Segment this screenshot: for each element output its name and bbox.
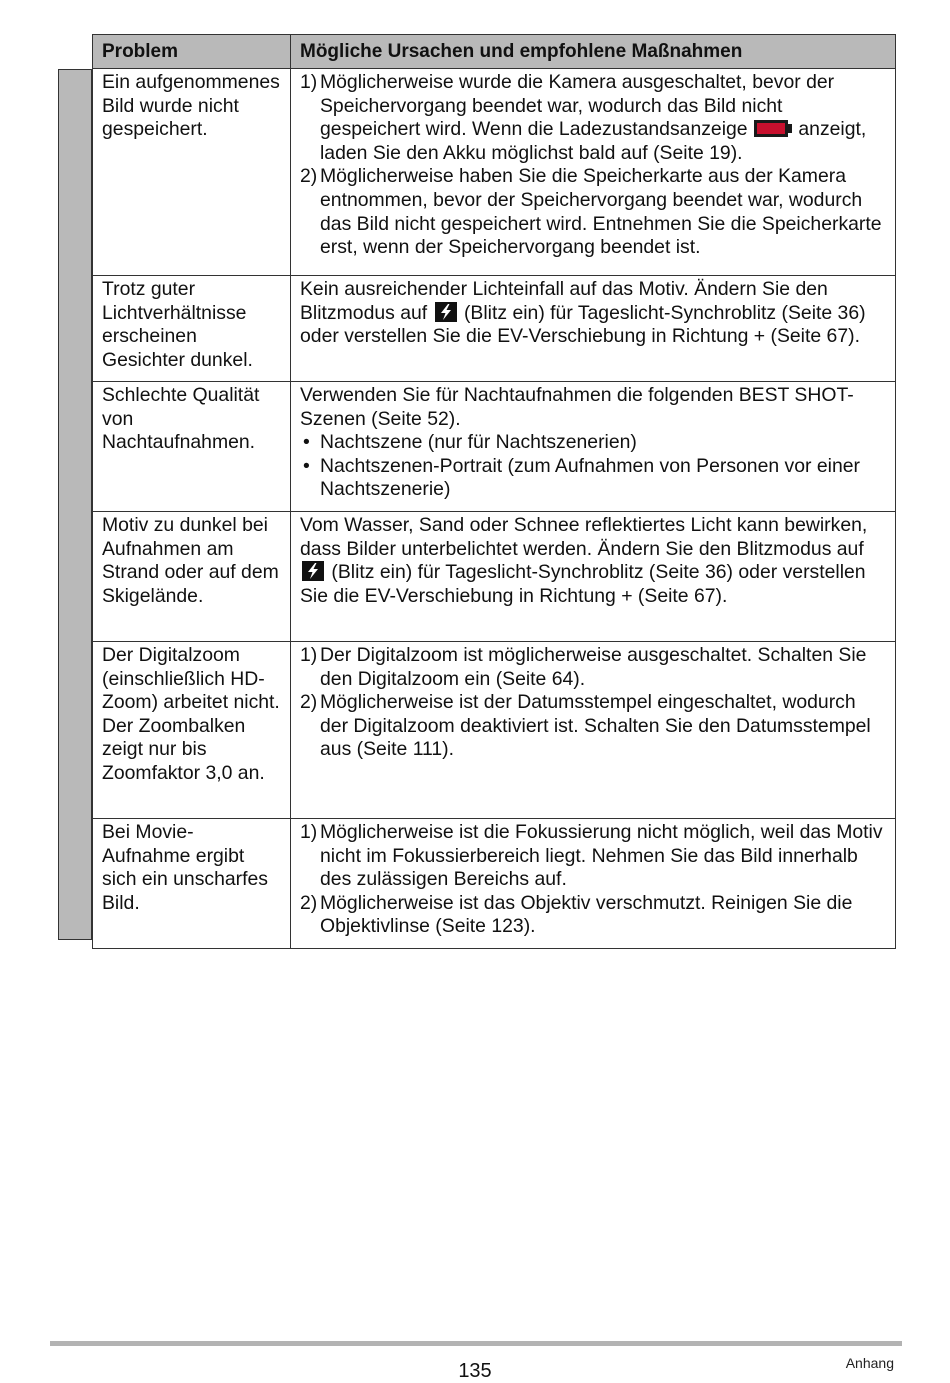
section-side-bar bbox=[58, 69, 92, 940]
cause-cell bbox=[291, 512, 896, 642]
item-number: 2) bbox=[300, 691, 318, 714]
item-number: 1) bbox=[300, 821, 318, 843]
cause-text: Kein ausreichender Lichteinfall auf das Motiv. Ändern Sie den Blitzmodus auf bbox=[300, 278, 828, 324]
page-number: 135 bbox=[458, 1360, 492, 1382]
item-number: 2) bbox=[300, 165, 318, 188]
item-text: Möglicherweise ist das Objektiv verschmutzt. Reinigen Sie die Objektivlinse (Seite 123). bbox=[320, 891, 853, 938]
cause-text: Vom Wasser, Sand oder Schnee reflektiertes Licht kann bewirken, dass Bilder unterbelichtet werden. Ändern Sie den Blitzmodus auf bbox=[300, 514, 868, 560]
item-text: Möglicherweise haben Sie die Speicherkarte aus der Kamera entnommen, bevor der Speichervorgang beendet war, wodurch das Bild nicht gespeichert wird. Entnehmen Sie die Speicherkarte erst, wenn der Speichervorgang beendet ist. bbox=[320, 165, 882, 259]
bullet-dot: • bbox=[303, 431, 310, 454]
problem-cell: Ein aufgenommenes Bild wurde nicht gespeichert. bbox=[93, 69, 291, 276]
table-row bbox=[93, 276, 896, 382]
cause-text-cont: (Blitz ein) für Tageslicht-Synchroblitz (Seite 36) oder verstellen Sie die EV-Verschiebung in Richtung + (Seite 67). bbox=[300, 561, 866, 607]
problem-cell: Motiv zu dunkel bei Aufnahmen am Strand oder auf dem Skigelände. bbox=[93, 512, 291, 642]
table-row bbox=[93, 512, 896, 642]
flash-on-icon bbox=[300, 561, 326, 581]
bullet-item bbox=[300, 431, 886, 455]
numbered-item bbox=[300, 71, 886, 165]
table-header-row bbox=[93, 35, 896, 69]
header-problem: Problem bbox=[93, 35, 291, 69]
problem-cell: Bei Movie-Aufnahme ergibt sich ein unscharfes Bild. bbox=[93, 819, 291, 949]
cause-intro: Verwenden Sie für Nachtaufnahmen die folgenden BEST SHOT-Szenen (Seite 52). bbox=[300, 384, 854, 430]
numbered-item bbox=[300, 821, 886, 892]
problem-cell: Trotz guter Lichtverhältnisse erscheinen Gesichter dunkel. bbox=[93, 276, 291, 382]
bullet-item bbox=[300, 455, 886, 502]
numbered-item bbox=[300, 165, 886, 259]
cause-cell bbox=[291, 69, 896, 276]
numbered-item bbox=[300, 644, 886, 691]
header-causes: Mögliche Ursachen und empfohlene Maßnahmen bbox=[291, 35, 896, 69]
table-row bbox=[93, 819, 896, 949]
bullet-text: Nachtszene (nur für Nachtszenerien) bbox=[320, 431, 637, 454]
footer-rule bbox=[50, 1341, 902, 1346]
table-row bbox=[93, 69, 896, 276]
item-number: 1) bbox=[300, 71, 318, 93]
cause-cell bbox=[291, 642, 896, 819]
section-name: Anhang bbox=[845, 1355, 894, 1371]
item-number: 1) bbox=[300, 644, 318, 666]
bullet-dot: • bbox=[303, 454, 310, 477]
table-row bbox=[93, 642, 896, 819]
flash-on-icon bbox=[433, 302, 459, 322]
cause-cell bbox=[291, 382, 896, 512]
bullet-text: Nachtszenen-Portrait (zum Aufnahmen von Personen vor einer Nachtszenerie) bbox=[320, 454, 860, 501]
item-text: Möglicherweise wurde die Kamera ausgeschaltet, bevor der Speichervorgang beendet war, wodurch das Bild nicht gespeichert wird. Wenn die Ladezustandsanzeige bbox=[320, 71, 835, 141]
table-row bbox=[93, 382, 896, 512]
item-text-cont: anzeigt, laden Sie den Akku möglichst bald auf (Seite 19). bbox=[320, 118, 867, 164]
battery-low-icon bbox=[753, 119, 793, 138]
item-text: Möglicherweise ist der Datumsstempel eingeschaltet, wodurch der Digitalzoom deaktiviert ist. Schalten Sie den Datumsstempel aus (Seite 111). bbox=[320, 691, 871, 761]
numbered-item bbox=[300, 691, 886, 762]
problem-cell: Schlechte Qualität von Nachtaufnahmen. bbox=[93, 382, 291, 512]
cause-text-cont: (Blitz ein) für Tageslicht-Synchroblitz (Seite 36) oder verstellen Sie die EV-Verschiebung in Richtung + (Seite 67). bbox=[300, 301, 866, 348]
cause-cell bbox=[291, 819, 896, 949]
problem-cell: Der Digitalzoom (einschließlich HD-Zoom) arbeitet nicht. Der Zoombalken zeigt nur bis Zoomfaktor 3,0 an. bbox=[93, 642, 291, 819]
cause-cell bbox=[291, 276, 896, 382]
numbered-item bbox=[300, 892, 886, 939]
item-text: Möglicherweise ist die Fokussierung nicht möglich, weil das Motiv nicht im Fokussierbereich liegt. Nehmen Sie das Bild innerhalb des zulässigen Bereichs auf. bbox=[320, 821, 883, 891]
troubleshooting-table bbox=[92, 34, 896, 949]
item-text: Der Digitalzoom ist möglicherweise ausgeschaltet. Schalten Sie den Digitalzoom ein (Seite 64). bbox=[320, 644, 867, 690]
item-number: 2) bbox=[300, 891, 318, 914]
